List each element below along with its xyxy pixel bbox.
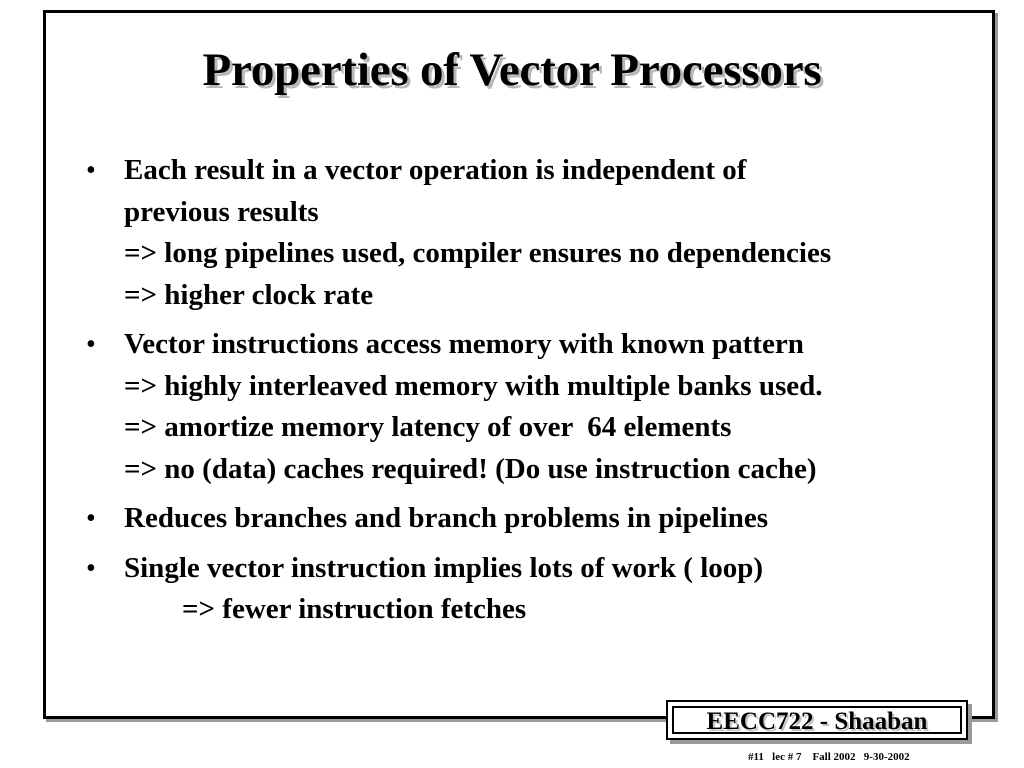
bullet-line: Vector instructions access memory with known pattern [124, 328, 804, 360]
bullet-dot: • [86, 552, 96, 584]
bullet-line: => no (data) caches required! (Do use instruction cache) [124, 452, 817, 485]
slide-footer-info: #11 lec # 7 Fall 2002 9-30-2002 [748, 751, 910, 763]
bullet-dot: • [86, 329, 96, 360]
bullet-item-1 [83, 150, 983, 316]
bullet-item-3 [83, 498, 983, 540]
bullet-line: => highly interleaved memory with multiple banks used. [124, 369, 823, 402]
bullet-line: Single vector instruction implies lots of work ( loop) [124, 551, 764, 584]
slide-title: Properties of Vector Processors [202, 44, 822, 96]
bullet-line: => long pipelines used, compiler ensures no dependencies [124, 237, 832, 269]
course-badge-label: EECC722 - Shaaban [672, 706, 962, 734]
course-badge [666, 700, 968, 740]
bullet-item-4 [83, 548, 983, 631]
bullet-line: => fewer instruction fetches [124, 593, 527, 625]
bullet-line: => amortize memory latency of over 64 elements [124, 411, 732, 443]
bullet-dot: • [86, 503, 96, 534]
bullet-list [83, 150, 983, 639]
bullet-dot: • [86, 155, 96, 186]
bullet-line: => higher clock rate [124, 278, 374, 311]
bullet-line: previous results [124, 195, 319, 228]
bullet-item-2 [83, 324, 983, 490]
bullet-line: Reduces branches and branch problems in pipelines [124, 502, 769, 534]
bullet-line: Each result in a vector operation is independent of [124, 154, 747, 186]
